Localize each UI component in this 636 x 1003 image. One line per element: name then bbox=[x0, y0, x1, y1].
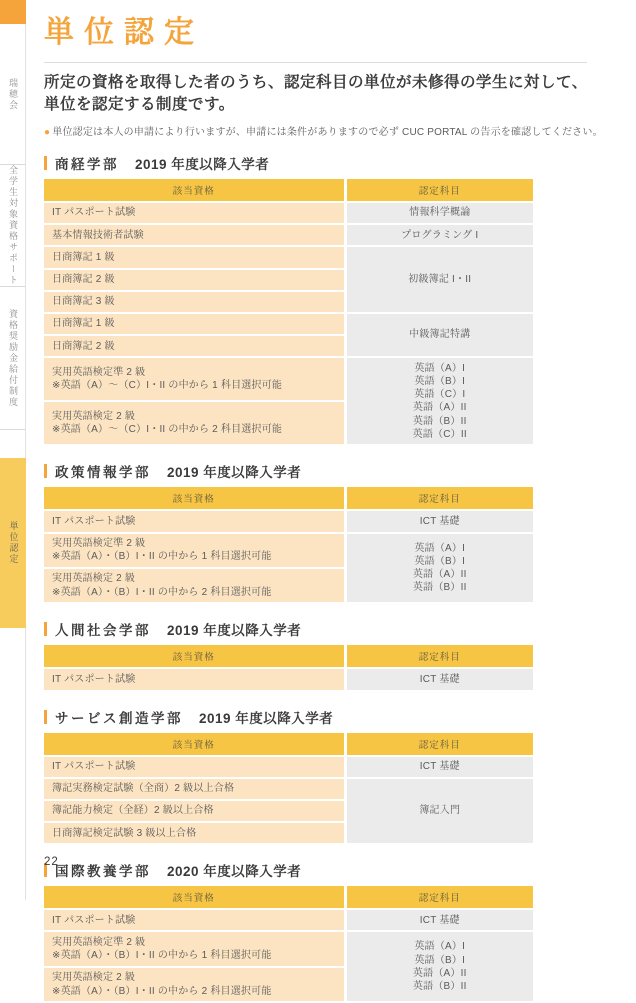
qualification-cell: IT パスポート試験 bbox=[44, 510, 345, 532]
department-name: 商経学部 bbox=[55, 156, 119, 172]
table-row bbox=[44, 224, 533, 246]
qualification-cell: 実用英語検定 2 級 ※英語（A）・（B）I・II の中から 2 科目選択可能 bbox=[44, 967, 345, 1002]
entry-year: 2019 年度以降入学者 bbox=[167, 623, 302, 639]
table-row bbox=[44, 931, 533, 966]
section-1 bbox=[44, 153, 636, 446]
table-header-row bbox=[44, 645, 533, 668]
subject-cell: 英語（A）I 英語（B）I 英語（A）II 英語（B）II bbox=[345, 533, 533, 604]
subject-cell: プログラミング I bbox=[345, 224, 533, 246]
qualification-header: 該当資格 bbox=[44, 886, 345, 909]
title-divider bbox=[44, 62, 587, 63]
entry-year: 2019 年度以降入学者 bbox=[199, 710, 334, 726]
qualification-cell: 実用英語検定準 2 級 ※英語（A）・（B）I・II の中から 1 科目選択可能 bbox=[44, 931, 345, 966]
sidebar-tab-4[interactable] bbox=[0, 458, 26, 628]
entry-year: 2020 年度以降入学者 bbox=[167, 864, 302, 880]
subject-cell: ICT 基礎 bbox=[345, 756, 533, 778]
subject-header: 認定科目 bbox=[345, 487, 533, 510]
subject-cell: ICT 基礎 bbox=[345, 510, 533, 532]
section-heading bbox=[44, 860, 636, 880]
section-5 bbox=[44, 860, 636, 1003]
section-accent-bar bbox=[44, 464, 47, 478]
credit-table bbox=[44, 645, 533, 691]
sidebar-tab-label: 全学生対象資格サポート bbox=[8, 165, 18, 286]
credit-table bbox=[44, 179, 533, 446]
section-heading bbox=[44, 461, 636, 481]
qualification-cell: 日商簿記 2 級 bbox=[44, 269, 345, 291]
note-text: 単位認定は本人の申請により行いますが、申請には条件がありますので必ず CUC PORTAL の告示を確認してください。 bbox=[52, 126, 603, 138]
table-row bbox=[44, 357, 533, 401]
intro-text bbox=[44, 72, 636, 117]
credit-table bbox=[44, 733, 533, 846]
sidebar-tab-1[interactable] bbox=[0, 24, 25, 165]
table-row bbox=[44, 533, 533, 568]
section-heading bbox=[44, 153, 636, 173]
subject-cell: 情報科学概論 bbox=[345, 202, 533, 224]
section-2 bbox=[44, 461, 636, 604]
table-row bbox=[44, 909, 533, 931]
table-header-row bbox=[44, 179, 533, 202]
page-title: 単位認定 bbox=[44, 16, 204, 49]
department-name: 国際教養学部 bbox=[55, 864, 151, 880]
intro-line-1: 所定の資格を取得した者のうち、認定科目の単位が未修得の学生に対して、 bbox=[44, 74, 588, 91]
subject-cell: 英語（A）I 英語（B）I 英語（A）II 英語（B）II bbox=[345, 931, 533, 1002]
section-accent-bar bbox=[44, 156, 47, 170]
qualification-header: 該当資格 bbox=[44, 645, 345, 668]
section-accent-bar bbox=[44, 710, 47, 724]
credit-table bbox=[44, 487, 533, 604]
qualification-cell: IT パスポート試験 bbox=[44, 202, 345, 224]
page-number: 22 bbox=[44, 856, 59, 868]
sidebar-tab-spacer bbox=[0, 430, 25, 458]
qualification-header: 該当資格 bbox=[44, 487, 345, 510]
qualification-cell: 実用英語検定 2 級 ※英語（A）～（C）I・II の中から 2 科目選択可能 bbox=[44, 401, 345, 445]
section-heading bbox=[44, 707, 636, 727]
qualification-cell: 実用英語検定 2 級 ※英語（A）・（B）I・II の中から 2 科目選択可能 bbox=[44, 568, 345, 603]
qualification-cell: 基本情報技術者試験 bbox=[44, 224, 345, 246]
subject-cell: 中級簿記特講 bbox=[345, 313, 533, 357]
qualification-cell: 実用英語検定準 2 級 ※英語（A）・（B）I・II の中から 1 科目選択可能 bbox=[44, 533, 345, 568]
corner-accent-block bbox=[0, 0, 26, 24]
table-row bbox=[44, 246, 533, 268]
intro-line-2: 単位を認定する制度です。 bbox=[44, 96, 235, 114]
qualification-cell: 日商簿記 1 級 bbox=[44, 313, 345, 335]
sidebar-tab-3[interactable] bbox=[0, 287, 25, 430]
subject-header: 認定科目 bbox=[345, 645, 533, 668]
section-3 bbox=[44, 619, 636, 691]
table-row bbox=[44, 313, 533, 335]
department-name: 人間社会学部 bbox=[55, 623, 151, 639]
table-header-row bbox=[44, 487, 533, 510]
qualification-cell: 実用英語検定準 2 級 ※英語（A）～（C）I・II の中から 1 科目選択可能 bbox=[44, 357, 345, 401]
qualification-cell: IT パスポート試験 bbox=[44, 909, 345, 931]
table-row bbox=[44, 756, 533, 778]
section-heading bbox=[44, 619, 636, 639]
sidebar-tab-label: 瑞穂会 bbox=[8, 77, 18, 111]
portal-note bbox=[44, 123, 636, 138]
sidebar bbox=[0, 0, 26, 900]
qualification-cell: 日商簿記 1 級 bbox=[44, 246, 345, 268]
table-row bbox=[44, 202, 533, 224]
subject-header: 認定科目 bbox=[345, 179, 533, 202]
qualification-cell: 簿記能力検定（全経）2 級以上合格 bbox=[44, 800, 345, 822]
subject-cell: ICT 基礎 bbox=[345, 909, 533, 931]
qualification-cell: 日商簿記 3 級 bbox=[44, 291, 345, 313]
qualification-cell: 簿記実務検定試験（全商）2 級以上合格 bbox=[44, 778, 345, 800]
subject-cell: 初級簿記 I・II bbox=[345, 246, 533, 313]
credit-table bbox=[44, 886, 533, 1003]
table-row bbox=[44, 778, 533, 800]
entry-year: 2019 年度以降入学者 bbox=[167, 465, 302, 481]
table-header-row bbox=[44, 733, 533, 756]
main-content bbox=[26, 0, 636, 997]
qualification-header: 該当資格 bbox=[44, 179, 345, 202]
qualification-cell: IT パスポート試験 bbox=[44, 668, 345, 690]
section-accent-bar bbox=[44, 622, 47, 636]
table-row bbox=[44, 510, 533, 532]
qualification-cell: IT パスポート試験 bbox=[44, 756, 345, 778]
sidebar-tab-2[interactable] bbox=[0, 165, 25, 287]
subject-cell: ICT 基礎 bbox=[345, 668, 533, 690]
subject-cell: 簿記入門 bbox=[345, 778, 533, 845]
table-header-row bbox=[44, 886, 533, 909]
qualification-cell: 日商簿記検定試験 3 級以上合格 bbox=[44, 822, 345, 844]
department-name: 政策情報学部 bbox=[55, 465, 151, 481]
qualification-header: 該当資格 bbox=[44, 733, 345, 756]
sections bbox=[44, 153, 636, 1003]
table-row bbox=[44, 668, 533, 690]
subject-header: 認定科目 bbox=[345, 886, 533, 909]
note-bullet-icon: ● bbox=[44, 126, 51, 138]
department-name: サービス創造学部 bbox=[55, 710, 183, 726]
subject-cell: 英語（A）I 英語（B）I 英語（C）I 英語（A）II 英語（B）II 英語（C）II bbox=[345, 357, 533, 445]
entry-year: 2019 年度以降入学者 bbox=[135, 156, 270, 172]
sidebar-tab-label: 単位認定 bbox=[8, 521, 19, 565]
sidebar-tab-label: 資格奨励金給付制度 bbox=[8, 308, 18, 408]
qualification-cell: 日商簿記 2 級 bbox=[44, 335, 345, 357]
section-4 bbox=[44, 707, 636, 846]
subject-header: 認定科目 bbox=[345, 733, 533, 756]
